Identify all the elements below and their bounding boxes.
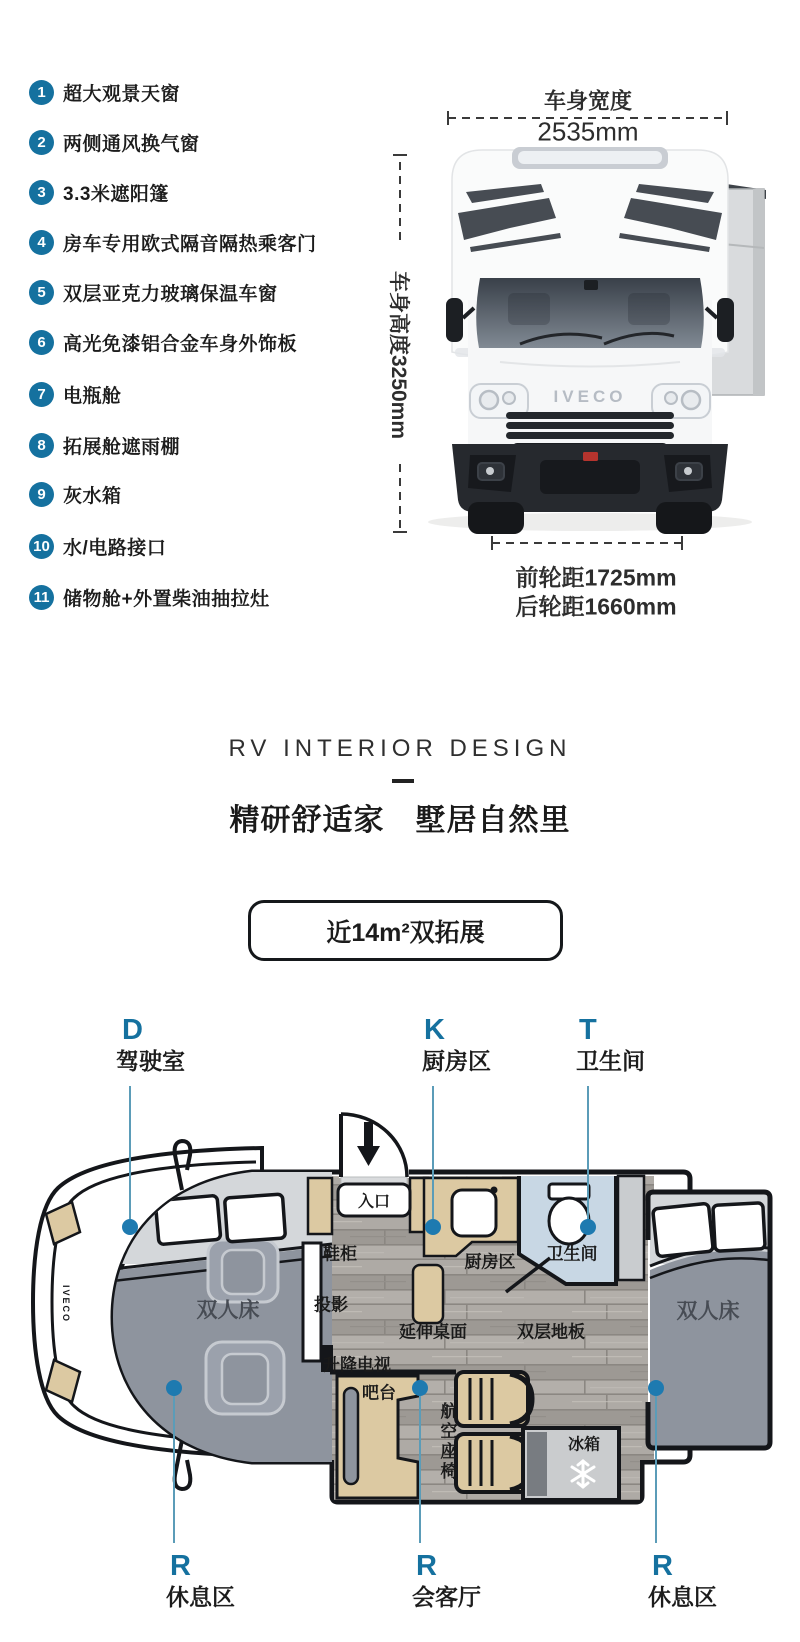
zone-name-rest-right: 休息区 bbox=[648, 1584, 717, 1610]
zone-name-kitchen: 厨房区 bbox=[422, 1048, 491, 1074]
zone-name-driver: 驾驶室 bbox=[116, 1048, 185, 1074]
entrance-label: 入口 bbox=[357, 1193, 391, 1211]
zone-letter-rest-right: R bbox=[652, 1550, 673, 1582]
extend-table-label: 延伸桌面 bbox=[399, 1322, 467, 1342]
feature-label: 储物舱+外置柴油抽拉灶 bbox=[63, 588, 270, 610]
section-title-cn: 精研舒适家 墅居自然里 bbox=[229, 804, 571, 837]
feature-label: 拓展舱遮雨棚 bbox=[63, 436, 181, 458]
bar-label: 吧台 bbox=[362, 1383, 396, 1403]
feature-item bbox=[29, 179, 169, 205]
zone-letter-rest-left: R bbox=[170, 1550, 191, 1582]
feature-item bbox=[29, 481, 122, 507]
front-track-label: 前轮距1725mm bbox=[515, 564, 677, 591]
feature-number-badge: 10 bbox=[29, 534, 54, 559]
shoe-cabinet bbox=[308, 1178, 332, 1234]
skylight bbox=[512, 147, 668, 169]
feature-item bbox=[29, 584, 270, 610]
arrow-down-icon bbox=[357, 1122, 380, 1166]
feature-number-badge: 9 bbox=[29, 482, 54, 507]
feature-item bbox=[29, 129, 200, 155]
double-floor-label: 双层地板 bbox=[517, 1322, 585, 1342]
feature-number-badge: 2 bbox=[29, 130, 54, 155]
extend-table bbox=[413, 1265, 443, 1323]
feature-number-badge: 7 bbox=[29, 382, 54, 407]
fridge-label: 冰箱 bbox=[567, 1436, 601, 1454]
feature-number-badge: 8 bbox=[29, 433, 54, 458]
feature-number-badge: 6 bbox=[29, 330, 54, 355]
feature-number-badge: 5 bbox=[29, 280, 54, 305]
projection-label: 投影 bbox=[314, 1295, 348, 1315]
body-height-label: 车身高度3250mm bbox=[387, 270, 410, 440]
title-divider bbox=[392, 779, 414, 783]
pillow bbox=[653, 1203, 714, 1257]
grille-logo: IVECO bbox=[553, 387, 627, 406]
feature-label: 双层亚克力玻璃保温车窗 bbox=[63, 283, 278, 305]
wardrobe bbox=[618, 1176, 644, 1280]
feature-number-badge: 11 bbox=[29, 585, 54, 610]
zone-letter-bathroom: T bbox=[579, 1014, 597, 1046]
feature-label: 3.3米遮阳篷 bbox=[63, 183, 169, 205]
feature-number-badge: 1 bbox=[29, 80, 54, 105]
feature-label: 超大观景天窗 bbox=[63, 83, 181, 105]
feature-item bbox=[29, 432, 180, 458]
cab-logo: IVECO bbox=[61, 1284, 71, 1324]
body-width-value: 2535mm bbox=[537, 116, 639, 147]
feature-label: 两侧通风换气窗 bbox=[63, 133, 200, 155]
feature-label: 房车专用欧式隔音隔热乘客门 bbox=[63, 233, 317, 255]
bumper bbox=[452, 444, 728, 512]
lift-tv-label: 升降电视 bbox=[323, 1355, 391, 1375]
feature-item bbox=[29, 229, 317, 255]
floor-plan bbox=[33, 1086, 770, 1543]
zone-name-rest-left: 休息区 bbox=[166, 1584, 235, 1610]
zone-name-lounge: 会客厅 bbox=[412, 1584, 481, 1610]
zone-name-bathroom: 卫生间 bbox=[576, 1048, 645, 1074]
pillow bbox=[225, 1194, 286, 1242]
feature-item bbox=[29, 533, 166, 559]
pillow bbox=[713, 1203, 765, 1252]
sink bbox=[452, 1190, 496, 1236]
right-bed-label: 双人床 bbox=[676, 1300, 740, 1323]
feature-number-badge: 4 bbox=[29, 230, 54, 255]
aviation-seat-label: 航空座椅 bbox=[437, 1402, 457, 1482]
zone-letter-lounge: R bbox=[416, 1550, 437, 1582]
left-bed-label: 双人床 bbox=[196, 1299, 260, 1322]
zone-letter-driver: D bbox=[122, 1014, 143, 1046]
bathroom-label: 卫生间 bbox=[546, 1244, 598, 1264]
feature-label: 灰水箱 bbox=[63, 485, 122, 507]
zone-letter-kitchen: K bbox=[424, 1014, 445, 1046]
kitchen-label: 厨房区 bbox=[464, 1252, 516, 1272]
feature-item bbox=[29, 279, 278, 305]
rear-track-label: 后轮距1660mm bbox=[515, 593, 677, 620]
feature-item bbox=[29, 79, 180, 105]
feature-item bbox=[29, 381, 122, 407]
feature-label: 水/电路接口 bbox=[63, 537, 167, 559]
body-width-label: 车身宽度 bbox=[543, 88, 633, 114]
shoe-cabinet-label: 鞋柜 bbox=[323, 1244, 357, 1264]
truck-front-illustration bbox=[428, 147, 766, 534]
section-title-en: RV INTERIOR DESIGN bbox=[228, 735, 572, 762]
feature-label: 高光免漆铝合金车身外饰板 bbox=[63, 333, 298, 355]
feature-number-badge: 3 bbox=[29, 180, 54, 205]
feature-label: 电瓶舱 bbox=[63, 385, 122, 407]
expansion-badge: 近14m²双拓展 bbox=[248, 900, 563, 961]
feature-item bbox=[29, 329, 297, 355]
